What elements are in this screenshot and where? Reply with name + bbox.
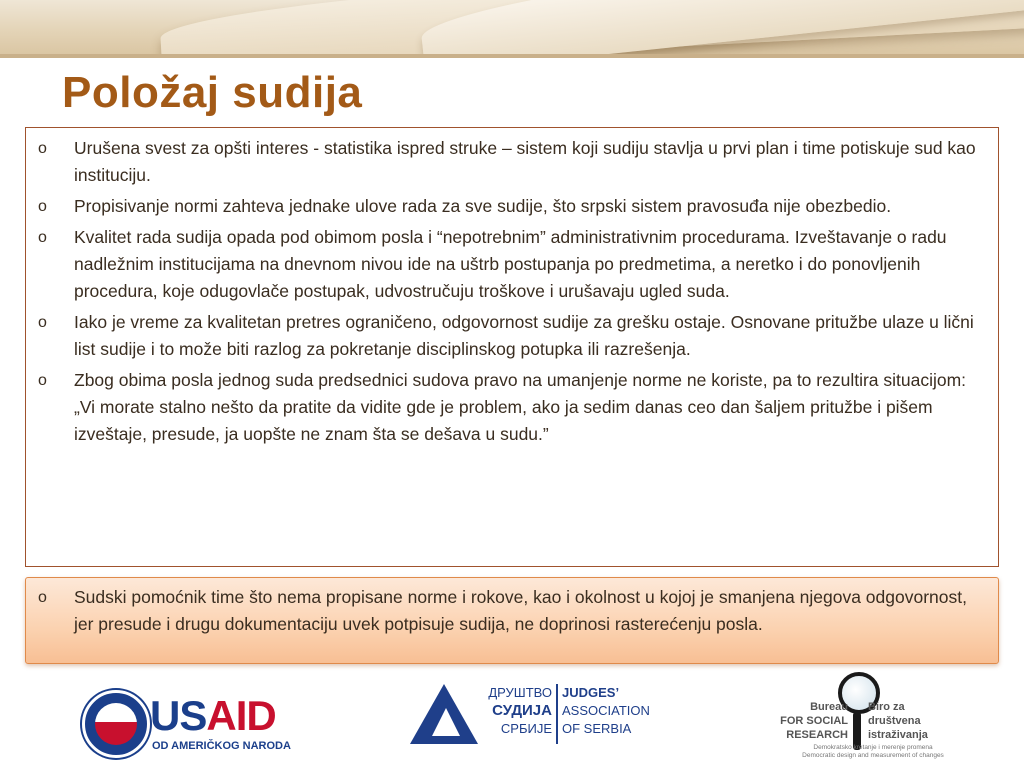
bullet-list: [26, 128, 998, 448]
bullet-text: Propisivanje normi zahteva jednake ulove rada za sve sudije, što srpski sistem pravosuđa nije obezbedio.: [74, 196, 892, 216]
bureau-serbian-name: Biro za društvena istraživanja: [868, 701, 928, 741]
bullet-text: Kvalitet rada sudija opada pod obimom posla i “nepotrebnim” administrativnim procedurama. Izveštavanje o radu nadležnim institucijama na dnevnom nivou ide na uštrb postupanja po predmetima, a neretko i do ponovljenih procedura, koje odugovlače postupak, udvostručuju troškove i urušavaju ugled suda.: [74, 227, 947, 301]
bullet-marker: o: [38, 229, 47, 246]
usaid-wordmark: USAID: [150, 692, 276, 739]
header-banner-image: [0, 0, 1024, 58]
logo-divider: [556, 684, 558, 744]
bullet-text: Zbog obima posla jednog suda predsednici sudova pravo na umanjenje norme ne koriste, pa to rezultira situacijom: „Vi morate stalno nešto da pratite da vidite gde je problem, ako ja sedim danas ceo dan šaljem pritužbe i pišem izveštaje, presude, ja uopšte ne znam šta se dešava u sudu.”: [74, 370, 967, 444]
highlight-list: [26, 578, 998, 638]
bullet-marker: o: [38, 140, 47, 157]
banner-edge: [0, 54, 1024, 58]
judges-association-logo: [410, 678, 650, 758]
list-item: [26, 135, 988, 189]
list-item: [26, 584, 988, 638]
judges-cyrillic-name: ДРУШТВО СУДИЈА СРБИЈЕ: [488, 685, 552, 736]
highlight-text: Sudski pomoćnik time što nema propisane norme i rokove, kao i okolnost u kojoj je smanjena njegova odgovornost, jer presude i drugu dokumentaciju uvek potpisuje sudija, ne doprinosi rasterećenju posla.: [74, 587, 967, 634]
list-item: [26, 367, 988, 448]
judges-latin-name: JUDGES’ ASSOCIATION OF SERBIA: [562, 685, 650, 736]
usaid-seal-icon: [82, 690, 150, 758]
logo-strip: [0, 670, 1024, 768]
list-item: [26, 193, 988, 220]
list-item: [26, 309, 988, 363]
main-content-box: [25, 127, 999, 567]
list-item: [26, 224, 988, 305]
usaid-subtitle: OD AMERIČKOG NARODA: [152, 740, 291, 752]
bullet-text: Urušena svest za opšti interes - statistika ispred struke – sistem koji sudiju stavlja u prvi plan i time potiskuje sud kao instituciju.: [74, 138, 976, 185]
triangle-inner-icon: [432, 708, 460, 736]
slide-title: Položaj sudija: [62, 68, 363, 117]
bullet-marker: o: [38, 372, 47, 389]
bureau-social-research-logo: [778, 672, 968, 762]
highlight-box: [25, 577, 999, 664]
bullet-marker: o: [38, 589, 47, 606]
bullet-marker: o: [38, 314, 47, 331]
bullet-text: Iako je vreme za kvalitetan pretres ograničeno, odgovornost sudije za grešku ostaje. Osnovane pritužbe ulaze u lični list sudije i to može biti razlog za pokretanje disciplinskog potupka ili razrešenja.: [74, 312, 974, 359]
usaid-logo: [82, 690, 302, 760]
bureau-tagline: Demokratsko kretanje i merenje promena Democratic design and measurement of changes: [802, 744, 944, 759]
bullet-marker: o: [38, 198, 47, 215]
bureau-english-name: Bureau FOR SOCIAL RESEARCH: [780, 701, 848, 741]
